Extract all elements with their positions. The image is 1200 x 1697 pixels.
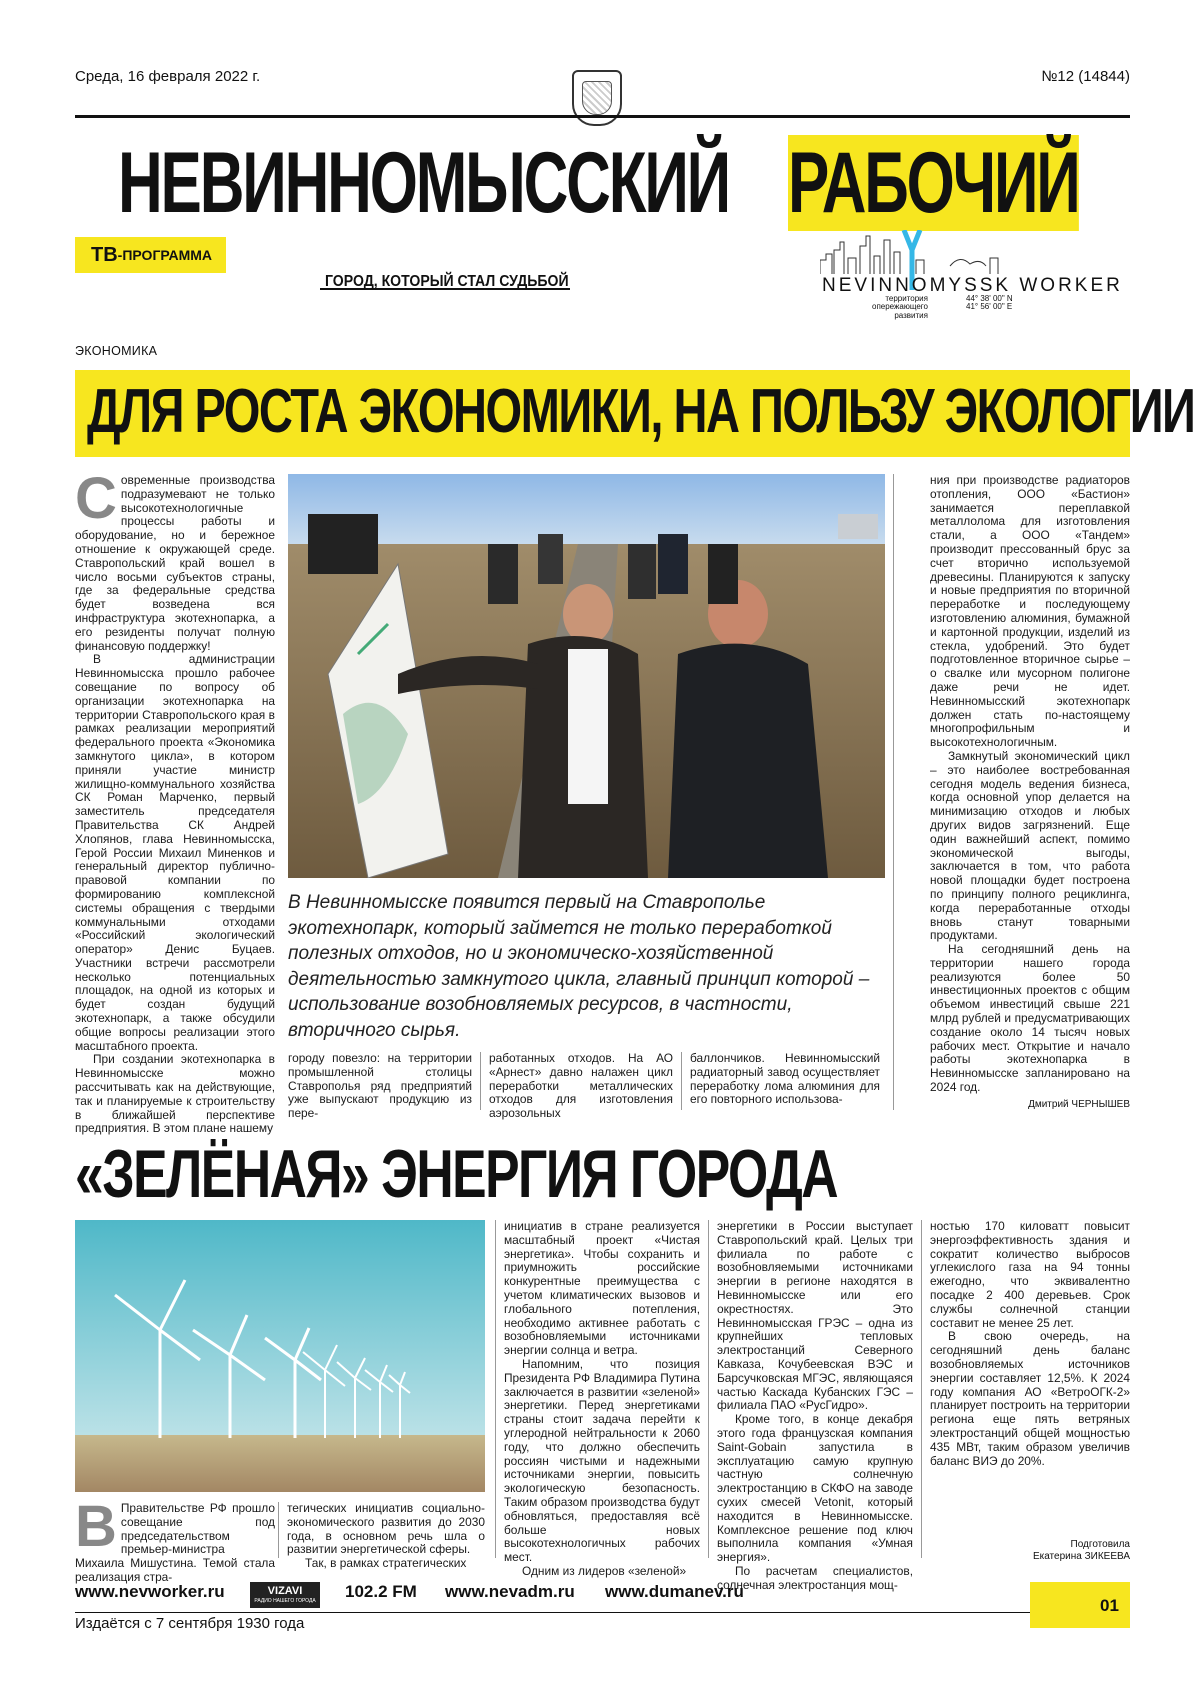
footer-radio-frequency: 102.2 FM xyxy=(345,1582,417,1601)
footer-link-nevadm[interactable]: www.nevadm.ru xyxy=(445,1582,575,1601)
issue-number: №12 (14844) xyxy=(1041,68,1130,85)
article1-photo xyxy=(288,474,885,878)
wind-farm-photo xyxy=(75,1220,485,1492)
article2-column-5: ностью 170 киловатт повысит энергоэффективность здания и сократит количество выбросов углекислого газа на 94 тонны ежегодно, что эквивалентно посадке 2 400 деревьев. Срок службы солнечной станции составит не менее 25 лет. В свою очередь, на сегодняшний день баланс возобновляемых источников энергии составляет 12,5%. К 2024 году компания АО «ВетроОГК-2» планирует построить на территории региона еще пять ветряных электростанций общей мощностью 435 МВт, таким образом увеличив баланс ВИЭ до 20%. xyxy=(930,1219,1130,1468)
slogan: ГОРОД, КОТОРЫЙ СТАЛ СУДЬБОЙ xyxy=(325,273,569,290)
article2-author: Подготовила Екатерина ЗИКЕЕВА xyxy=(1032,1539,1130,1562)
article2-column-1: В Правительстве РФ прошло совещание под председательством премьер-министра Михаила Мишустина. Темой стала реализация стра- xyxy=(75,1494,275,1584)
footer-link-nevworker[interactable]: www.nevworker.ru xyxy=(75,1582,225,1601)
page-number: 01 xyxy=(1030,1582,1130,1628)
masthead-rule xyxy=(75,115,1130,118)
column-rule xyxy=(495,1220,496,1558)
article1-under-col-3: баллончиков. Невинномысский радиаторный завод осуществляет переработку лома алюминия для его повторного использова- xyxy=(690,1051,880,1107)
dropcap: С xyxy=(75,466,117,531)
article1-under-col-1: городу повезло: на территории промышленной столицы Ставрополья ряд предприятий уже выпускают продукцию из пере- xyxy=(288,1051,472,1121)
article1-headline-box xyxy=(75,370,1195,457)
section-label: ЭКОНОМИКА xyxy=(75,344,158,358)
publication-since: Издаётся с 7 сентября 1930 года xyxy=(75,1615,305,1632)
dropcap: В xyxy=(75,1494,117,1559)
article1-column-4: ния при производстве радиаторов отопления, ООО «Бастион» занимается переплавкой металлолома для изготовления стали, а ООО «Тандем» производит прессованный брус за счет вторично используемой древесины. Планируются к запуску и новые предприятия по вторичной переработке и последующему изготовлению алюминия, бумажной и картонной продукции, изделий из стекла, удобрений. Это будет подготовленное вторичное сырье – о свалке или мусорном полигоне даже речи не идет. Невинномысский экотехнопарк должен стать по-настоящему многопрофильным и высокотехнологичным. Замкнутый экономический цикл – это наиболее востребованная сегодня модель ведения бизнеса, когда основной упор делается на минимизацию отходов и любых других видов загрязнений. Еще один важнейший аспект, помимо экономической выгоды, заключается в том, что работа новой площадки будет построена по принципу полного рециклинга, когда переработанные отходы вновь станут товарными продуктами. На сегодняшний день на территории нашего города реализуются более 50 инвестиционных проектов с общим объемом инвестиций свыше 221 млрд рублей и предусматривающих создание около 14 тысяч новых рабочих мест. Открытие и начало работы экотехнопарка в Невинномысске запланировано на 2024 год. xyxy=(930,473,1130,1095)
article1-under-col-2: работанных отходов. На АО «Арнест» давно налажен цикл переработки металлических отходов для изготовления аэрозольных xyxy=(489,1051,673,1121)
footer-rule xyxy=(75,1612,1030,1613)
column-rule xyxy=(708,1220,709,1558)
radio-vizavi-logo: VIZAVI РАДИО НАШЕГО ГОРОДА xyxy=(250,1582,320,1608)
worker-logo-text: NEVINNOMYSSK WORKER xyxy=(822,275,1123,296)
column-rule xyxy=(893,474,894,1110)
article2-headline: «ЗЕЛЁНАЯ» ЭНЕРГИЯ ГОРОДА xyxy=(75,1136,838,1212)
article1-headline: ДЛЯ РОСТА ЭКОНОМИКИ, НА ПОЛЬЗУ ЭКОЛОГИИ xyxy=(87,377,1195,446)
article1-column-1: Современные производства подразумевают не только высокотехнологичные процессы работы и оборудование, но и бережное отношение к окружающей среде. Ставропольский край вошел в число восьми субъектов страны, где за федеральные средства будет возведена вся инфраструктура экотехнопарка, а его резиденты получат полную финансовую поддержку! В администрации Невинномысска прошло рабочее совещание по вопросу об организации экотехнопарка на территории Ставропольского края в рамках реализации мероприятий федерального проекта «Экономика замкнутого цикла», в котором приняли участие министр жилищно-коммунального хозяйства СК Роман Марченко, первый заместитель председателя Правительства СК Андрей Хлопянов, глава Невинномысска, Герой России Михаил Миненков и генеральный директор публично-правовой компании по формированию комплексной системы обращения с твердыми коммунальными отходами «Российский экологический оператор» Денис Буцаев. Участники встречи рассмотрели несколько потенциальных площадок, на одной из которых и будет создан будущий экотехнопарк, а также обсудили общие вопросы реализации этого масштабного проекта. При создании экотехнопарка в Невинномысске можно рассчитывать как на действующие, так и планируемые к строительству в ближайшей перспективе предприятия. В этом плане нашему xyxy=(75,466,275,1136)
newspaper-title: НЕВИННОМЫССКИЙ xyxy=(118,135,730,231)
footer-link-dumanev[interactable]: www.dumanev.ru xyxy=(605,1582,744,1601)
article1-author: Дмитрий ЧЕРНЫШЕВ xyxy=(1028,1099,1130,1110)
tv-program-link[interactable]: ТВ -ПРОГРАММА xyxy=(75,237,226,273)
newspaper-title-highlight: РАБОЧИЙ xyxy=(788,135,1079,231)
worker-logo-tagline: территория опережающего развития xyxy=(872,294,928,320)
column-rule xyxy=(681,1052,682,1110)
column-rule xyxy=(921,1220,922,1558)
column-rule xyxy=(278,1502,279,1558)
column-rule xyxy=(480,1052,481,1110)
worker-logo-coordinates: 44° 38' 00" N 41° 56' 00" E xyxy=(966,294,1013,312)
issue-date: Среда, 16 февраля 2022 г. xyxy=(75,68,261,85)
article1-photo-caption: В Невинномысске появится первый на Ставрополье экотехнопарк, который займется не только переработкой полезных отходов, но и экономическо-хозяйственной деятельностью замкнутого цикла, главный принцип которой – использование возобновляемых ресурсов, в частности, вторичного сырья. xyxy=(288,892,870,1041)
article2-column-2: тегических инициатив социально-экономического развития до 2030 года, в основном речь шла о развитии энергетической сферы. Так, в рамках стратегических xyxy=(287,1501,485,1571)
article2-column-4: энергетики в России выступает Ставропольский край. Целых три филиала по работе с возобновляемыми источниками энергии в регионе находятся в Невинномысске или его окрестностях. Это Невинномысская ГРЭС – одна из крупнейших тепловых электростанций Северного Кавказа, Кочубеевская ВЭС и Барсучковская МГЭС, являющаяся частью Каскада Кубанских ГЭС – филиала ПАО «РусГидро». Кроме того, в конце декабря этого года французская компания Saint-Gobain запустила в эксплуатацию самую крупную частную солнечную электростанцию в СКФО на заводе сухих смесей Vetonit, который находится в Невинномысске. Комплексное решение под ключ выполнила компания «Умная энергия». По расчетам специалистов, солнечная электростанция мощ- xyxy=(717,1219,913,1592)
article2-column-3: инициатив в стране реализуется масштабный проект «Чистая энергетика». Чтобы сохранить и приумножить российские конкурентные преимущества с учетом климатических вызовов и глобального потепления, необходимо активнее работать с возобновляемыми источниками энергии солнца и ветра. Напомним, что позиция Президента РФ Владимира Путина заключается в развитии «зеленой» энергетики. Перед энергетиками страны стоит задача перейти к углеродной нейтральности к 2060 году, что должно обеспечить россиян чистыми и надежными источниками энергии, повысить экологическую безопасность. Таким образом производства будут обновляться, предоставляя всё больше новых высокотехнологичных рабочих мест. Одним из лидеров «зеленой» xyxy=(504,1219,700,1578)
